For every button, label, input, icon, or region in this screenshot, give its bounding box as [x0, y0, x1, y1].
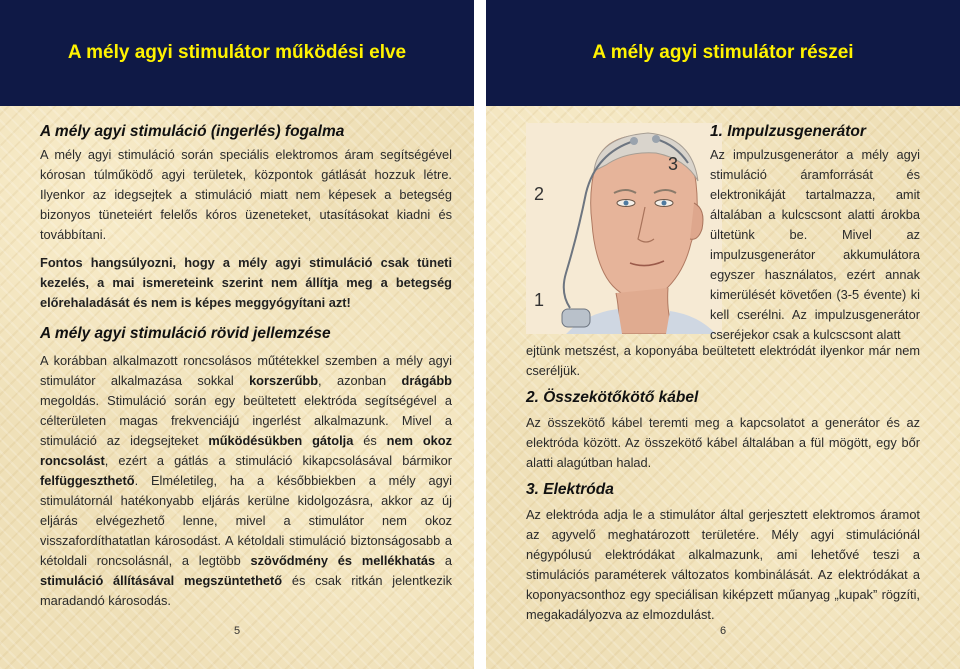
- section-title-concept: A mély agyi stimuláció (ingerlés) fogalma: [40, 123, 345, 140]
- generator-section: [710, 121, 920, 345]
- figure-label-1: 1: [534, 290, 545, 310]
- stimulator-figure: [526, 123, 722, 334]
- stimulator-illustration: [526, 123, 722, 334]
- generator-paragraph: Az impulzusgenerátor a mély agyi stimuláció áramforrását és elektronikáját tartalmazza, amit általában a kulcscsont alatti árokba ültetünk be. Mivel az impulzusgenerátor akkumulátora egyszer használatos, ezért annak kimerülését követően (3-5 évente) ki kell cserélni. Az impulzusgenerátor cseréjekor csak a kulcscsont alatt: [710, 147, 920, 342]
- figure-label-2: 2: [534, 184, 545, 204]
- important-note: Fontos hangsúlyozni, hogy a mély agyi stimuláció csak tüneti kezelés, a mai ismereteink szerint nem állítja meg a betegség előrehaladását és nem is képes meggyógyítani azt!: [40, 255, 452, 310]
- right-page-number: 6: [719, 625, 727, 637]
- summary-paragraph: A korábban alkalmazott roncsolásos műtétekkel szemben a mély agyi stimulátor alkalmazása sokkal korszerűbb, azonban drágább megoldás. Stimuláció során egy beültetett elektróda segítségével a célterületen magas frekvenciájú ingerlést alkalmazunk. Mivel a stimuláció az idegsejteket működésükben gátolja és nem okoz roncsolást, ezért a gátlás a stimuláció kikapcsolásával bármikor felfüggeszthető. Elméletileg, ha a későbbiekben a mély agyi stimulátornál hatékonyabb eljárás kerülne kidolgozásra, akkor az új eljárás elvégezhető lenne, mivel a stimulátor nem okoz visszafordíthatatlan károsodást. A kétoldali stimuláció biztonságosabb a kétoldali roncsolásnál, a legtöbb szövődmény és mellékhatás a stimuláció állításával megszüntethető és csak ritkán jelentkezik maradandó károsodás.: [40, 353, 453, 608]
- figure-label-3: 3: [668, 154, 679, 174]
- cable-paragraph: Az összekötő kábel teremti meg a kapcsolatot a generátor és az elektróda között. Az összekötő kábel általában a fül mögött, egy bőr alatti alagútban halad.: [526, 415, 920, 470]
- section-title-electrode: 3. Elektróda: [526, 481, 614, 498]
- right-page: [486, 0, 960, 669]
- left-page-title: A mély agyi stimulátor működési elve: [67, 42, 407, 63]
- left-content: [40, 121, 452, 611]
- left-page: [0, 0, 474, 669]
- section-title-generator: 1. Impulzusgenerátor: [710, 123, 866, 140]
- electrode-paragraph: Az elektróda adja le a stimulátor által gerjesztett elektromos áramot az agyvelő meghatározott területére. Mély agyi stimulációnál négypólusú elektródákat alkalmazunk, ami lehetővé teszi a stimulációs paraméterek változatos kombinálását. Az elektródákat a koponyacsonthoz egy speciálisan kiképzett műanyag „kupak” rögzíti, megakadályozva az elmozdulást.: [526, 507, 920, 622]
- left-header: [0, 0, 474, 106]
- cable-section: [526, 341, 920, 625]
- section-title-cable: 2. Összekötőkötő kábel: [526, 389, 699, 406]
- right-header: [486, 0, 960, 106]
- section-title-summary: A mély agyi stimuláció rövid jellemzése: [40, 325, 331, 342]
- right-page-title: A mély agyi stimulátor részei: [592, 42, 854, 63]
- generator-paragraph-cont: ejtünk metszést, a koponyába beültetett elektródát ilyenkor már nem cseréljük.: [526, 343, 920, 378]
- concept-paragraph: A mély agyi stimuláció során speciális elektromos áram segítségével kórosan túlműködő agyi területek, központok gátlását hozzuk létre. Ilyenkor az idegsejtek a stimuláció miatt nem képesek a betegség bizonyos tüneteiért felelős kóros üzeneteket, utasításokat kiadni és továbbítani.: [40, 147, 452, 242]
- left-page-number: 5: [233, 625, 241, 637]
